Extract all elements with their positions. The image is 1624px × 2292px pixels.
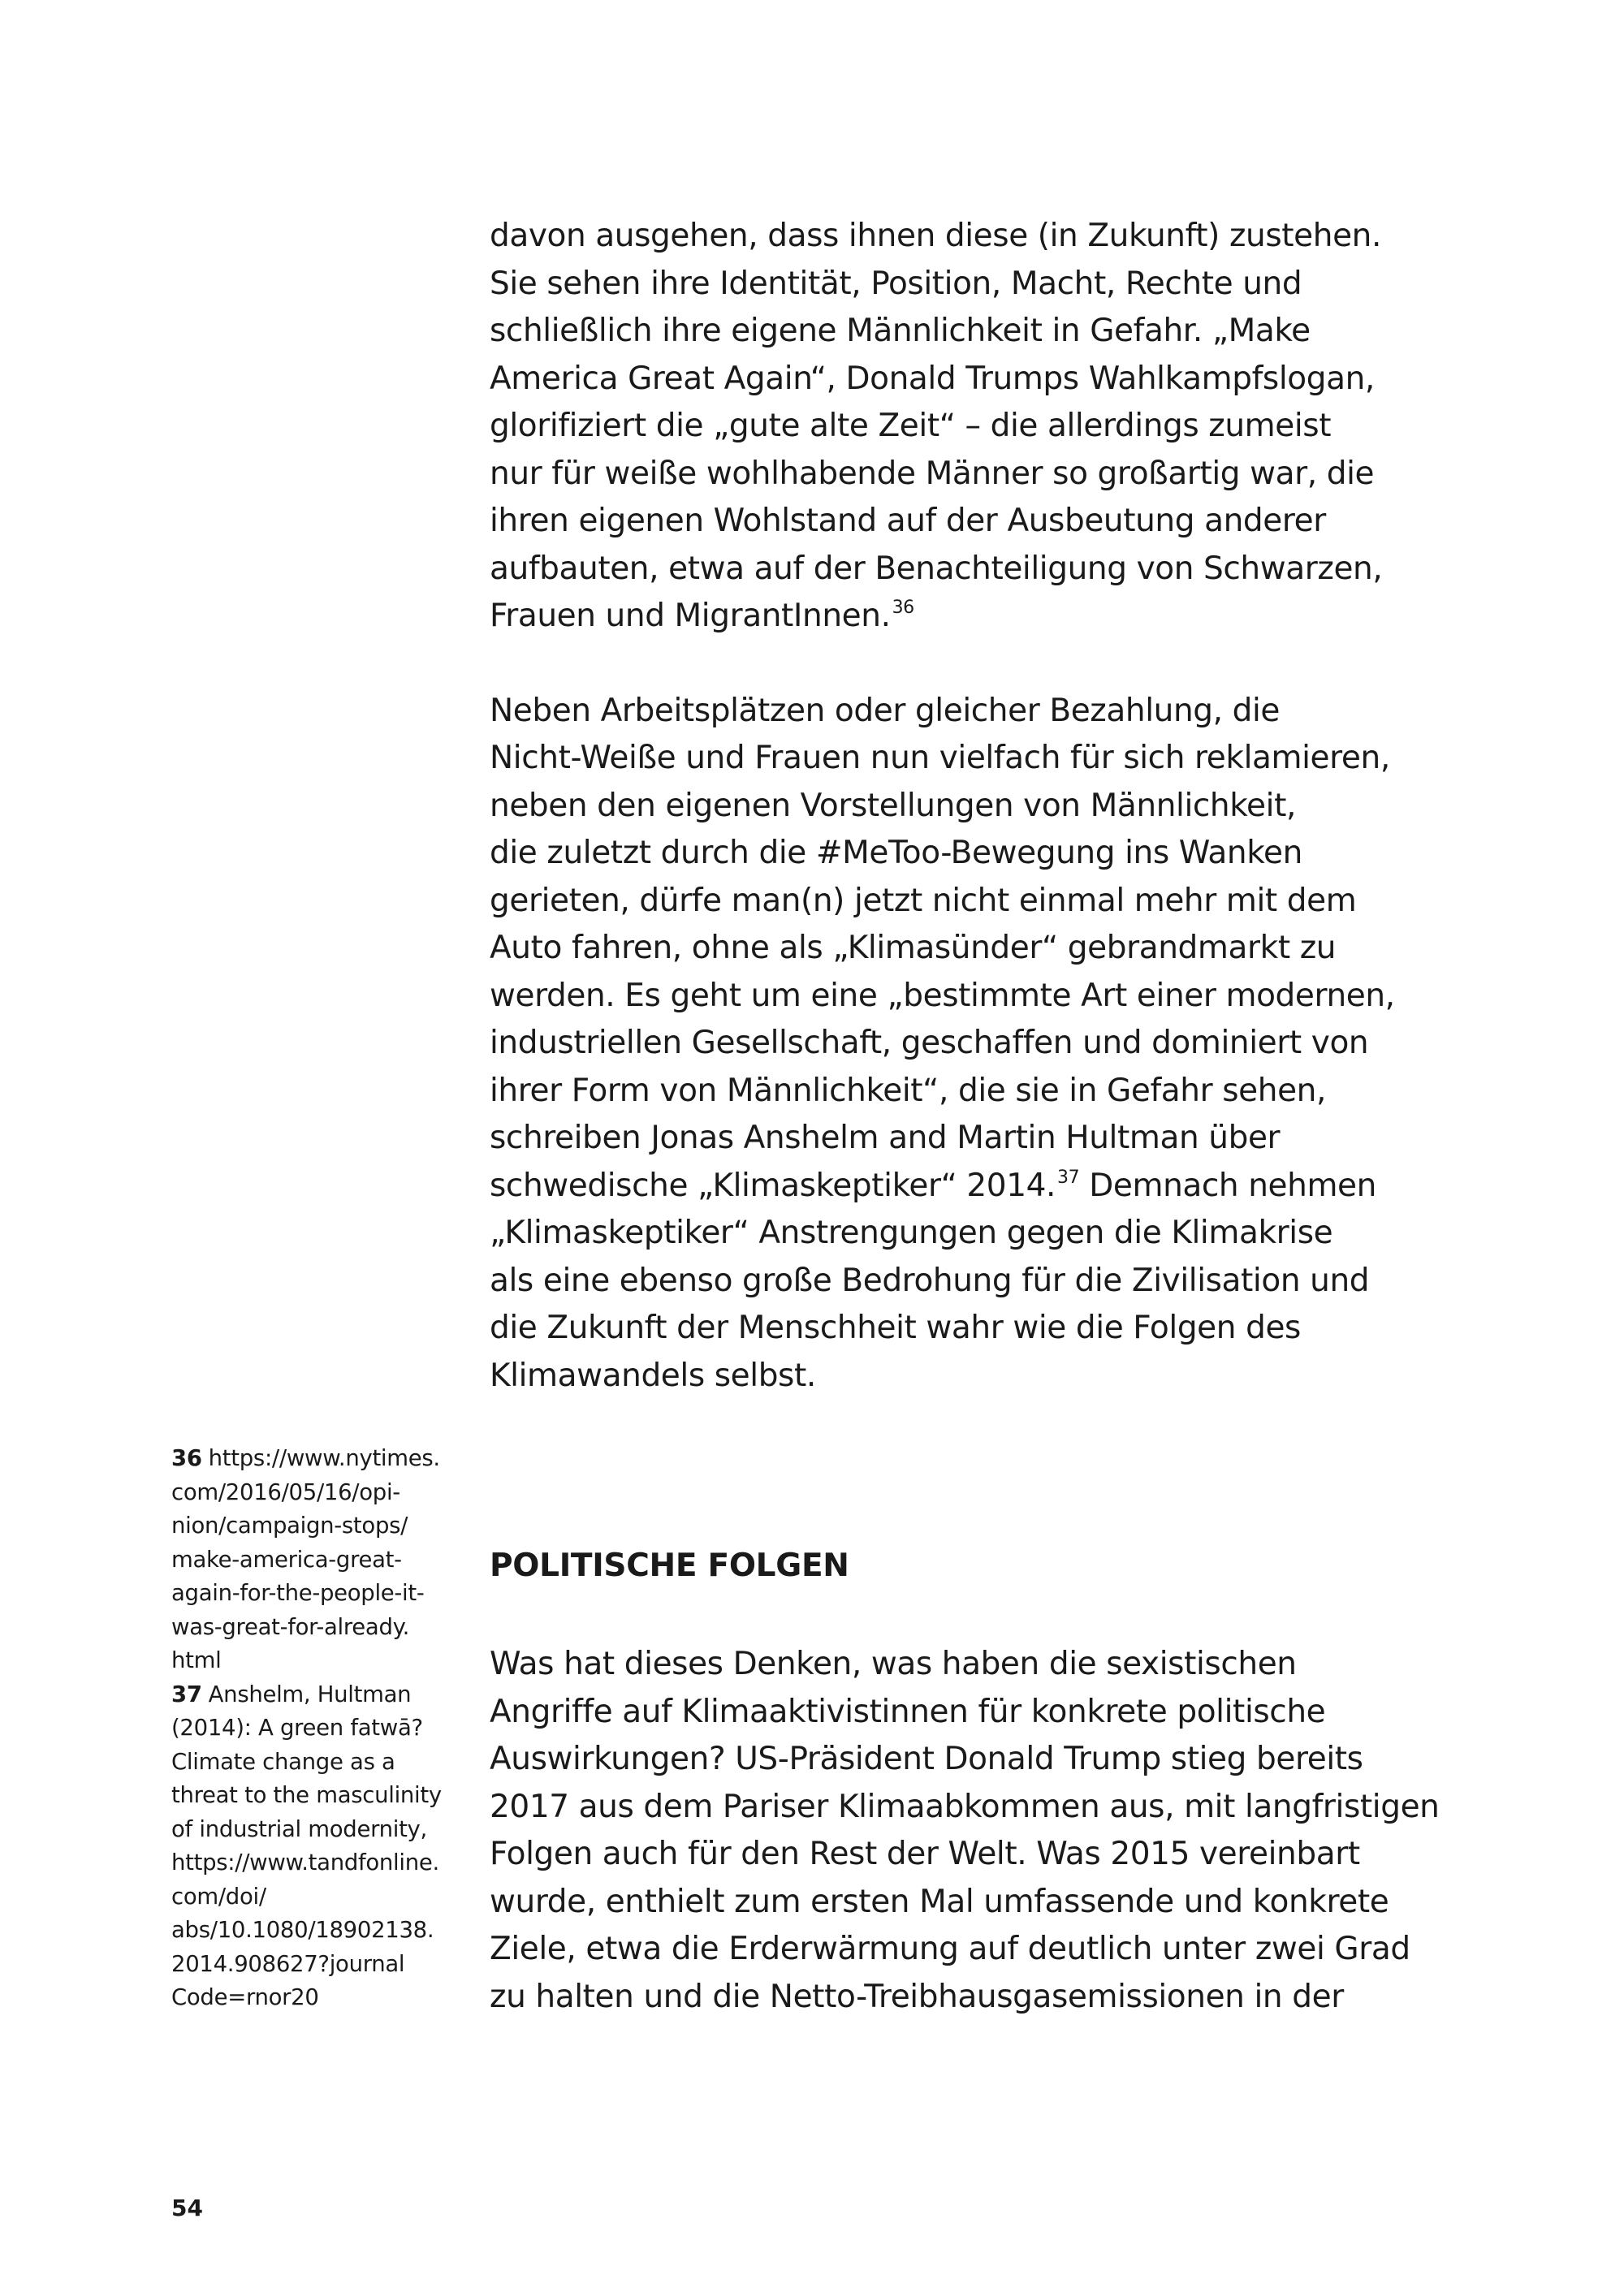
footnote-first-line (171, 1442, 464, 1476)
text-line: „Klimaskeptiker“ Anstrengungen gegen die Klimakrise (490, 1215, 1333, 1251)
main-text-column (490, 213, 1440, 1400)
footnote-line[interactable]: again-for-the-people-it- (171, 1580, 425, 1606)
footnote-line[interactable]: com/doi/ (171, 1883, 266, 1910)
footnote-line[interactable]: 2014.908627?journal (171, 1950, 405, 1977)
text-line: America Great Again“, Donald Trumps Wahlkampfslogan, (490, 360, 1375, 397)
text-line-with-footnote (490, 593, 1440, 641)
text-line: werden. Es geht um eine „bestimmte Art einer modernen, (490, 977, 1395, 1014)
footnote-link-text[interactable]: https://www.nytimes. (208, 1445, 440, 1471)
footnotes-sidebar (171, 1442, 464, 2015)
paragraph-2 (490, 688, 1440, 1401)
footnote-first-line (171, 1678, 464, 1712)
text-line: die zuletzt durch die #MeToo-Bewegung ins Wanken (490, 835, 1302, 871)
paragraph-spacer (490, 641, 1440, 688)
text-line: aufbauten, etwa auf der Benachteiligung von Schwarzen, (490, 550, 1383, 587)
text-line: schließlich ihre eigene Männlichkeit in Gefahr. „Make (490, 313, 1311, 349)
text-line: Klimawandels selbst. (490, 1357, 816, 1394)
footnote-line: threat to the masculinity (171, 1782, 442, 1808)
text-line: die Zukunft der Menschheit wahr wie die Folgen des (490, 1310, 1301, 1346)
text-line: gerieten, dürfe man(n) jetzt nicht einmal mehr mit dem (490, 882, 1357, 919)
text-line: Was hat dieses Denken, was haben die sexistischen (490, 1646, 1297, 1682)
text-line: industriellen Gesellschaft, geschaffen und dominiert von (490, 1025, 1369, 1061)
text-fragment: schwedische „Klimaskeptiker“ 2014. (490, 1167, 1056, 1204)
footnote-line[interactable]: com/2016/05/16/opi- (171, 1478, 400, 1505)
footnote-line[interactable]: make-america-great- (171, 1546, 402, 1573)
text-line: zu halten und die Netto-Treibhausgasemissionen in der (490, 1978, 1344, 2015)
text-line: Neben Arbeitsplätzen oder gleicher Bezahlung, die (490, 692, 1280, 729)
text-line: 2017 aus dem Pariser Klimaabkommen aus, mit langfristigen (490, 1788, 1440, 1825)
paragraph-1 (490, 213, 1440, 641)
text-line: Auto fahren, ohne als „Klimasünder“ gebrandmarkt zu (490, 930, 1337, 966)
text-line: ihrer Form von Männlichkeit“, die sie in Gefahr sehen, (490, 1072, 1326, 1109)
footnote-line[interactable]: html (171, 1647, 222, 1673)
section-heading: POLITISCHE FOLGEN (490, 1547, 849, 1584)
footnote-line[interactable]: https://www.tandfonline. (171, 1850, 439, 1875)
text-line: nur für weiße wohlhabende Männer so großartig war, die (490, 455, 1375, 492)
text-line: schreiben Jonas Anshelm and Martin Hultman über (490, 1120, 1281, 1156)
footnote-number: 36 (171, 1445, 202, 1471)
text-line: Folgen auch für den Rest der Welt. Was 2015 vereinbart (490, 1836, 1360, 1872)
text-line-with-footnote (490, 1163, 1440, 1211)
footnote-text: Anshelm, Hultman (208, 1681, 412, 1707)
text-line: davon ausgehen, dass ihnen diese (in Zukunft) zustehen. (490, 218, 1381, 254)
section-body (490, 1641, 1440, 2021)
footnote-line[interactable]: Code=rnor20 (171, 1984, 319, 2010)
text-fragment: Demnach nehmen (1079, 1167, 1376, 1204)
footnote-line: (2014): A green fatwā? (171, 1715, 423, 1741)
page-number: 54 (171, 2195, 203, 2221)
text-line: ihren eigenen Wohlstand auf der Ausbeutung anderer (490, 503, 1326, 539)
footnote-37 (171, 1678, 464, 2015)
footnote-ref-36: 36 (892, 598, 914, 618)
footnote-line: Climate change as a (171, 1748, 395, 1775)
footnote-line[interactable]: nion/campaign-stops/ (171, 1513, 408, 1539)
text-fragment: Frauen und MigrantInnen. (490, 598, 891, 634)
text-line: Angriffe auf Klimaaktivistinnen für konkrete politische (490, 1693, 1326, 1730)
footnote-36 (171, 1442, 464, 1678)
footnote-line: of industrial modernity, (171, 1815, 427, 1842)
text-line: Ziele, etwa die Erderwärmung auf deutlich unter zwei Grad (490, 1931, 1410, 1967)
text-line: Sie sehen ihre Identität, Position, Macht, Rechte und (490, 265, 1302, 302)
text-line: wurde, enthielt zum ersten Mal umfassende und konkrete (490, 1883, 1389, 1920)
footnote-ref-37: 37 (1057, 1167, 1080, 1188)
footnote-number: 37 (171, 1681, 202, 1707)
text-line: Nicht-Weiße und Frauen nun vielfach für sich reklamieren, (490, 740, 1390, 776)
text-line: neben den eigenen Vorstellungen von Männlichkeit, (490, 787, 1296, 824)
footnote-line[interactable]: abs/10.1080/18902138. (171, 1917, 434, 1943)
text-line: glorifiziert die „gute alte Zeit“ – die allerdings zumeist (490, 408, 1332, 444)
text-line: als eine ebenso große Bedrohung für die Zivilisation und (490, 1262, 1370, 1299)
footnote-line[interactable]: was-great-for-already. (171, 1613, 410, 1640)
text-line: Auswirkungen? US-Präsident Donald Trump stieg bereits (490, 1741, 1363, 1777)
